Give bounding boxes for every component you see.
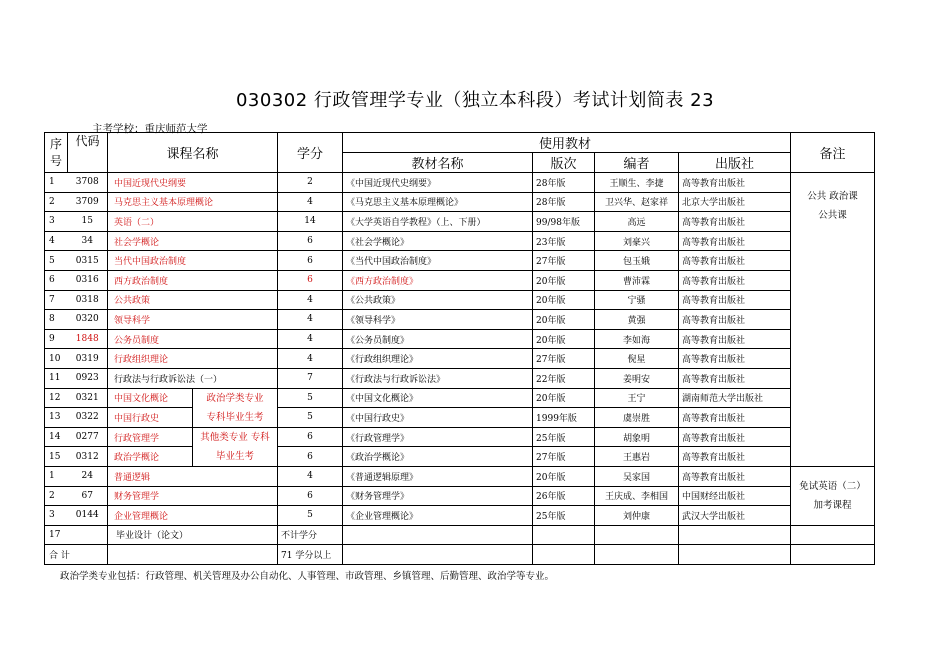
cell-edition: 1999年版 [533,408,595,428]
cell-code: 0319 [68,349,108,369]
table-row [45,310,875,330]
cell-code: 0923 [68,368,108,388]
cell-name: 政治学概论 [108,447,193,467]
thesis-notes-cell [791,525,875,545]
cell-edition: 20年版 [533,466,595,486]
cell-code: 0144 [68,506,108,526]
table-row [45,506,875,526]
cell-name: 社会学概论 [108,231,278,251]
total-publisher-cell [679,545,791,565]
cell-seq: 1 [45,173,68,193]
cell-editor: 宁骚 [595,290,679,310]
school-label: 主考学校：重庆师范大学 [92,123,208,135]
thesis-seq: 17 [45,525,68,545]
notes-line: 公共课 [818,210,847,221]
header-seq: 序号 [45,133,68,173]
cell-seq: 8 [45,310,68,330]
cell-publisher: 高等教育出版社 [679,447,791,467]
cell-code: 0316 [68,270,108,290]
notes-line: 加考课程 [813,499,852,511]
cell-edition: 27年版 [533,251,595,271]
cell-publisher: 武汉大学出版社 [679,506,791,526]
cell-edition: 25年版 [533,427,595,447]
cell-seq: 15 [45,447,68,467]
cell-editor: 李如海 [595,329,679,349]
cell-publisher: 高等教育出版社 [679,310,791,330]
total-editor-cell [595,545,679,565]
group-note-line: 专科毕业生考 [206,411,264,423]
total-credit: 71 学分以上 [278,545,343,565]
cell-seq: 2 [45,486,68,506]
group-note-line: 毕业生考 [216,450,255,462]
cell-publisher: 高等教育出版社 [679,466,791,486]
cell-name: 中国文化概论 [108,388,193,408]
header-textbook: 使用教材 [343,133,791,153]
table-row [45,349,875,369]
table-row [45,447,875,467]
cell-name: 公务员制度 [108,329,278,349]
thesis-credit: 不计学分 [278,525,343,545]
cell-seq: 14 [45,427,68,447]
cell-name: 企业管理概论 [108,506,278,526]
cell-publisher: 中国财经出版社 [679,486,791,506]
cell-credit: 2 [278,173,343,193]
cell-book: 《中国行政史》 [343,408,533,428]
thesis-book-cell [343,525,533,545]
group-note-politics [193,388,278,427]
cell-credit: 4 [278,466,343,486]
thesis-edition-cell [533,525,595,545]
cell-editor: 黄强 [595,310,679,330]
table-row [45,368,875,388]
total-edition-cell [533,545,595,565]
cell-publisher: 高等教育出版社 [679,408,791,428]
cell-seq: 3 [45,506,68,526]
notes-additional [791,466,875,525]
cell-seq: 3 [45,212,68,232]
table-row [45,290,875,310]
cell-credit: 4 [278,349,343,369]
cell-name: 行政管理学 [108,427,193,447]
cell-code: 34 [68,231,108,251]
cell-credit: 6 [278,270,343,290]
cell-name: 当代中国政治制度 [108,251,278,271]
cell-editor: 包玉娥 [595,251,679,271]
cell-book: 《行政组织理论》 [343,349,533,369]
total-book-cell [343,545,533,565]
page-title: 030302 行政管理学专业（独立本科段）考试计划简表 23 [235,90,715,111]
table-row [45,231,875,251]
cell-edition: 22年版 [533,368,595,388]
cell-credit: 4 [278,310,343,330]
cell-name: 普通逻辑 [108,466,278,486]
cell-name: 行政法与行政诉讼法（一） [108,368,278,388]
cell-edition: 27年版 [533,349,595,369]
table-row [45,173,875,193]
total-row [45,545,875,565]
cell-code: 0277 [68,427,108,447]
cell-name: 西方政治制度 [108,270,278,290]
cell-name: 财务管理学 [108,486,278,506]
header-course: 课程名称 [108,133,278,173]
table-row [45,192,875,212]
cell-publisher: 高等教育出版社 [679,368,791,388]
group-note-other [193,427,278,466]
cell-book: 《中国近现代史纲要》 [343,173,533,193]
cell-name: 马克思主义基本原理概论 [108,192,278,212]
cell-seq: 9 [45,329,68,349]
cell-seq: 11 [45,368,68,388]
cell-credit: 5 [278,408,343,428]
cell-edition: 99/98年版 [533,212,595,232]
cell-edition: 20年版 [533,310,595,330]
header-book-name: 教材名称 [343,153,533,173]
table-row [45,270,875,290]
notes-public [791,173,875,467]
cell-editor: 虞崇胜 [595,408,679,428]
header-row-1 [45,133,875,153]
cell-book: 《普通逻辑原理》 [343,466,533,486]
thesis-editor-cell [595,525,679,545]
cell-book: 《马克思主义基本原理概论》 [343,192,533,212]
cell-book: 《行政法与行政诉讼法》 [343,368,533,388]
table-row [45,486,875,506]
cell-credit: 5 [278,506,343,526]
cell-book: 《财务管理学》 [343,486,533,506]
cell-edition: 20年版 [533,290,595,310]
table-row [45,212,875,232]
cell-code: 3709 [68,192,108,212]
cell-code: 24 [68,466,108,486]
header-publisher: 出版社 [679,153,791,173]
header-notes: 备注 [791,133,875,173]
cell-editor: 王庆成、李相国 [595,486,679,506]
cell-publisher: 高等教育出版社 [679,212,791,232]
cell-seq: 4 [45,231,68,251]
cell-publisher: 高等教育出版社 [679,173,791,193]
thesis-publisher-cell [679,525,791,545]
cell-credit: 4 [278,290,343,310]
cell-seq: 10 [45,349,68,369]
cell-book: 《公务员制度》 [343,329,533,349]
header-code: 代码 [68,133,108,173]
cell-name: 中国近现代史纲要 [108,173,278,193]
total-notes-cell [791,545,875,565]
total-course-cell [108,545,278,565]
cell-edition: 20年版 [533,270,595,290]
cell-code: 1848 [68,329,108,349]
cell-name: 领导科学 [108,310,278,330]
cell-editor: 曹沛霖 [595,270,679,290]
table-row [45,427,875,447]
cell-book: 《企业管理概论》 [343,506,533,526]
cell-seq: 12 [45,388,68,408]
cell-edition: 28年版 [533,192,595,212]
notes-line: 公共 政治课 [807,191,858,202]
cell-editor: 高远 [595,212,679,232]
cell-credit: 4 [278,329,343,349]
cell-edition: 25年版 [533,506,595,526]
total-label: 合 计 [45,545,108,565]
cell-publisher: 高等教育出版社 [679,329,791,349]
cell-credit: 6 [278,251,343,271]
cell-publisher: 高等教育出版社 [679,270,791,290]
cell-edition: 26年版 [533,486,595,506]
cell-book: 《西方政治制度》 [343,270,533,290]
cell-name: 中国行政史 [108,408,193,428]
cell-editor: 卫兴华、赵家祥 [595,192,679,212]
cell-book: 《政治学概论》 [343,447,533,467]
table-body [45,173,875,526]
table-row [45,388,875,408]
cell-code: 0321 [68,388,108,408]
table-row [45,251,875,271]
cell-editor: 王顺生、李捷 [595,173,679,193]
cell-credit: 6 [278,231,343,251]
cell-seq: 1 [45,466,68,486]
cell-editor: 吴家国 [595,466,679,486]
cell-edition: 27年版 [533,447,595,467]
table-row [45,329,875,349]
cell-publisher: 高等教育出版社 [679,251,791,271]
cell-edition: 20年版 [533,329,595,349]
cell-credit: 14 [278,212,343,232]
cell-publisher: 高等教育出版社 [679,427,791,447]
cell-code: 3708 [68,173,108,193]
header-editor: 编者 [595,153,679,173]
group-note-line: 其他类专业 专科 [200,431,270,443]
cell-book: 《中国文化概论》 [343,388,533,408]
cell-credit: 6 [278,486,343,506]
cell-code: 0312 [68,447,108,467]
cell-book: 《领导科学》 [343,310,533,330]
cell-credit: 4 [278,192,343,212]
cell-code: 15 [68,212,108,232]
thesis-name: 毕业设计（论文） [108,525,278,545]
notes-line: 免试英语（二） [799,480,866,492]
cell-code: 0322 [68,408,108,428]
cell-name: 英语（二） [108,212,278,232]
cell-publisher: 湖南师范大学出版社 [679,388,791,408]
cell-book: 《公共政策》 [343,290,533,310]
cell-code: 0320 [68,310,108,330]
cell-edition: 28年版 [533,173,595,193]
cell-publisher: 高等教育出版社 [679,231,791,251]
cell-seq: 6 [45,270,68,290]
cell-publisher: 北京大学出版社 [679,192,791,212]
cell-edition: 23年版 [533,231,595,251]
thesis-code-cell [68,525,108,545]
exam-plan-table [44,132,875,565]
cell-book: 《当代中国政治制度》 [343,251,533,271]
cell-credit: 6 [278,427,343,447]
cell-editor: 倪星 [595,349,679,369]
cell-book: 《社会学概论》 [343,231,533,251]
thesis-row [45,525,875,545]
header-credit: 学分 [278,133,343,173]
cell-publisher: 高等教育出版社 [679,349,791,369]
cell-seq: 13 [45,408,68,428]
cell-publisher: 高等教育出版社 [679,290,791,310]
cell-credit: 6 [278,447,343,467]
cell-code: 67 [68,486,108,506]
footnote: 政治学类专业包括：行政管理、机关管理及办公自动化、人事管理、市政管理、乡镇管理、后勤管理、政治学等专业。 [60,571,555,582]
header-edition: 版次 [533,153,595,173]
cell-name: 行政组织理论 [108,349,278,369]
cell-code: 0318 [68,290,108,310]
cell-book: 《行政管理学》 [343,427,533,447]
cell-editor: 刘仲康 [595,506,679,526]
group-note-line: 政治学类专业 [206,392,264,404]
cell-book: 《大学英语自学教程》（上、下册） [343,212,533,232]
table-row [45,408,875,428]
cell-editor: 王惠岩 [595,447,679,467]
cell-seq: 2 [45,192,68,212]
cell-edition: 20年版 [533,388,595,408]
table-row [45,466,875,486]
cell-seq: 7 [45,290,68,310]
cell-seq: 5 [45,251,68,271]
cell-editor: 王宁 [595,388,679,408]
cell-code: 0315 [68,251,108,271]
cell-editor: 胡象明 [595,427,679,447]
cell-name: 公共政策 [108,290,278,310]
cell-credit: 5 [278,388,343,408]
cell-credit: 7 [278,368,343,388]
cell-editor: 刘豪兴 [595,231,679,251]
cell-editor: 姜明安 [595,368,679,388]
